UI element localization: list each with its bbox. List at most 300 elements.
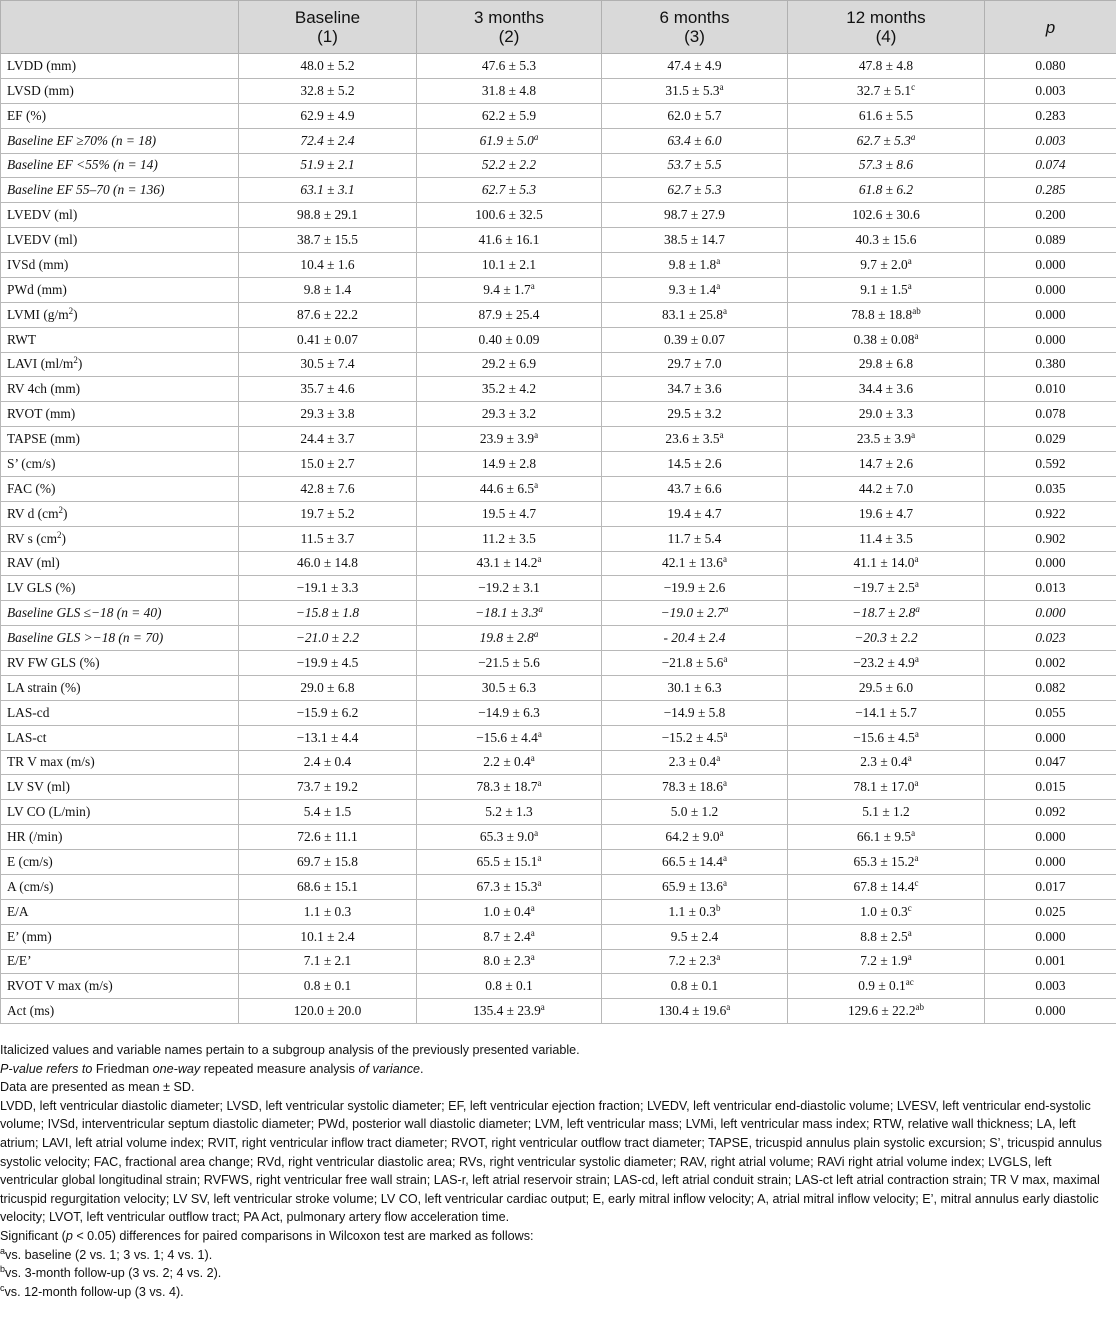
row-label-text: LVDD (mm) <box>7 57 77 73</box>
header-6-months-title: 6 months <box>659 8 730 27</box>
significance-mark: a <box>719 430 724 441</box>
row-label-end: ) <box>73 306 78 322</box>
cell-3-months <box>417 54 602 79</box>
cell-3-months <box>417 228 602 253</box>
cell-value: −19.2 ± 3.1 <box>478 580 540 596</box>
cell-value: −15.6 ± 4.4 <box>476 729 538 745</box>
row-label-text: Baseline EF <55% (n = 14) <box>7 157 158 173</box>
row-label-text: E (cm/s) <box>7 853 53 869</box>
cell-value: 135.4 ± 23.9 <box>473 1003 541 1019</box>
cell-value: 29.5 ± 6.0 <box>858 679 914 695</box>
header-p-value <box>985 1 1116 54</box>
cell-value: 38.5 ± 14.7 <box>664 232 725 248</box>
row-label-text: RV d (cm <box>7 505 59 521</box>
cell-3-months <box>417 899 602 924</box>
cell-baseline <box>239 277 417 302</box>
footnote-a <box>0 1246 1112 1265</box>
row-variable-label <box>1 825 239 850</box>
cell-value: 29.0 ± 6.8 <box>300 679 355 695</box>
table-row <box>1 750 1116 775</box>
cell-value: 62.9 ± 4.9 <box>300 107 355 123</box>
significance-mark: a <box>716 280 721 291</box>
row-label-text: LV SV (ml) <box>7 779 71 795</box>
significance-mark: a <box>530 753 535 764</box>
cell-3-months <box>417 302 602 327</box>
significance-mark: a <box>911 430 916 441</box>
table-row <box>1 775 1116 800</box>
row-label-text: FAC (%) <box>7 480 56 496</box>
cell-value: 68.6 ± 15.1 <box>297 878 358 894</box>
cell-value: 65.5 ± 15.1 <box>476 853 538 869</box>
cell-value: 65.3 ± 9.0 <box>479 829 535 845</box>
cell-p-value: 0.082 <box>985 675 1116 700</box>
cell-baseline <box>239 700 417 725</box>
cell-p-value: 0.080 <box>985 54 1116 79</box>
cell-3-months <box>417 800 602 825</box>
cell-baseline <box>239 253 417 278</box>
cell-12-months <box>788 352 985 377</box>
cell-6-months <box>602 850 788 875</box>
cell-baseline <box>239 874 417 899</box>
note-sig-b: < 0.05) differences for paired comparisons in Wilcoxon test are marked as follows: <box>72 1228 534 1243</box>
row-variable-label <box>1 452 239 477</box>
row-label-text: E’ (mm) <box>7 928 52 944</box>
cell-value: 8.0 ± 2.3 <box>483 953 531 969</box>
significance-mark: a <box>530 952 535 963</box>
cell-p-value: 0.074 <box>985 153 1116 178</box>
cell-value: 66.1 ± 9.5 <box>856 829 912 845</box>
row-label-text: LAS-ct <box>7 729 47 745</box>
cell-value: 47.4 ± 4.9 <box>667 57 722 73</box>
row-label-text: RVOT V max (m/s) <box>7 978 113 994</box>
row-label-text: TR V max (m/s) <box>7 754 95 770</box>
note-pvalue-a: P-value refers to <box>0 1061 93 1076</box>
cell-6-months <box>602 874 788 899</box>
table-row <box>1 253 1116 278</box>
cell-3-months <box>417 974 602 999</box>
cell-value: - 20.4 ± 2.4 <box>663 630 726 646</box>
cell-12-months <box>788 128 985 153</box>
significance-mark: a <box>537 728 542 739</box>
note-italic: Italicized values and variable names pertain to a subgroup analysis of the previously presented variable. <box>0 1043 580 1057</box>
cell-value: 1.0 ± 0.4 <box>483 903 531 919</box>
cell-p-value: 0.283 <box>985 103 1116 128</box>
row-variable-label <box>1 153 239 178</box>
cell-p-value: 0.003 <box>985 128 1116 153</box>
cell-6-months <box>602 526 788 551</box>
significance-mark: ab <box>915 1002 925 1013</box>
row-variable-label <box>1 750 239 775</box>
cell-12-months <box>788 601 985 626</box>
row-variable-label <box>1 700 239 725</box>
cell-baseline <box>239 750 417 775</box>
table-row <box>1 352 1116 377</box>
cell-6-months <box>602 626 788 651</box>
row-variable-label <box>1 128 239 153</box>
note-sig-a: Significant ( <box>0 1228 66 1243</box>
cell-baseline <box>239 501 417 526</box>
cell-value: −20.3 ± 2.2 <box>854 630 918 646</box>
cell-12-months <box>788 576 985 601</box>
cell-p-value: 0.047 <box>985 750 1116 775</box>
significance-mark: a <box>723 604 729 615</box>
cell-6-months <box>602 327 788 352</box>
cell-value: −19.9 ± 4.5 <box>296 654 359 670</box>
significance-mark: a <box>914 330 919 341</box>
cell-value: −13.1 ± 4.4 <box>296 729 359 745</box>
significance-mark: a <box>907 927 912 938</box>
cell-6-months <box>602 54 788 79</box>
significance-mark: a <box>722 305 727 316</box>
cell-value: 31.5 ± 5.3 <box>665 82 720 98</box>
cell-3-months <box>417 999 602 1024</box>
cell-value: 35.7 ± 4.6 <box>300 381 355 397</box>
cell-12-months <box>788 725 985 750</box>
cell-value: 10.4 ± 1.6 <box>300 256 355 272</box>
cell-6-months <box>602 999 788 1024</box>
cell-value: 34.4 ± 3.6 <box>858 381 914 397</box>
cell-baseline <box>239 78 417 103</box>
cell-value: 9.8 ± 1.4 <box>303 281 352 297</box>
cell-3-months <box>417 427 602 452</box>
table-row <box>1 924 1116 949</box>
significance-mark: a <box>530 927 535 938</box>
note-pvalue <box>0 1060 1112 1079</box>
cell-value: 9.3 ± 1.4 <box>668 281 717 297</box>
row-variable-label <box>1 402 239 427</box>
significance-mark: a <box>537 877 542 888</box>
cell-p-value: 0.285 <box>985 178 1116 203</box>
table-row <box>1 153 1116 178</box>
cell-baseline <box>239 551 417 576</box>
note-pvalue-c: one-way <box>152 1061 201 1076</box>
table-row <box>1 576 1116 601</box>
cell-6-months <box>602 153 788 178</box>
row-variable-label <box>1 601 239 626</box>
cell-p-value: 0.023 <box>985 626 1116 651</box>
row-variable-label <box>1 78 239 103</box>
cell-value: 87.6 ± 22.2 <box>297 306 358 322</box>
cell-value: 61.9 ± 5.0 <box>479 132 534 148</box>
cell-baseline <box>239 974 417 999</box>
row-variable-label <box>1 924 239 949</box>
table-row <box>1 277 1116 302</box>
cell-p-value: 0.000 <box>985 999 1116 1024</box>
cell-3-months <box>417 850 602 875</box>
cell-value: 9.7 ± 2.0 <box>860 256 908 272</box>
cell-value: 62.7 ± 5.3 <box>856 132 911 148</box>
cell-p-value: 0.055 <box>985 700 1116 725</box>
cell-value: −15.9 ± 6.2 <box>296 704 359 720</box>
cell-value: 11.4 ± 3.5 <box>859 530 913 546</box>
cell-6-months <box>602 178 788 203</box>
cell-value: 1.0 ± 0.3 <box>860 903 908 919</box>
cell-value: 69.7 ± 15.8 <box>297 853 358 869</box>
cell-value: 0.8 ± 0.1 <box>303 978 352 994</box>
row-label-end: ) <box>77 356 83 372</box>
cell-value: 78.3 ± 18.6 <box>662 779 723 795</box>
cell-6-months <box>602 899 788 924</box>
cell-value: 0.8 ± 0.1 <box>670 978 719 994</box>
cell-value: 43.1 ± 14.2 <box>476 555 538 571</box>
cell-6-months <box>602 924 788 949</box>
cell-value: −19.9 ± 2.6 <box>663 580 726 596</box>
cell-3-months <box>417 103 602 128</box>
cell-p-value: 0.029 <box>985 427 1116 452</box>
cell-value: 87.9 ± 25.4 <box>478 306 540 322</box>
cell-3-months <box>417 675 602 700</box>
row-label-text: Baseline GLS >−18 (n = 70) <box>7 630 164 646</box>
cell-baseline <box>239 526 417 551</box>
cell-value: 32.7 ± 5.1 <box>856 82 912 98</box>
row-variable-label <box>1 800 239 825</box>
cell-p-value: 0.092 <box>985 800 1116 825</box>
cell-value: 61.8 ± 6.2 <box>858 182 914 198</box>
table-row <box>1 825 1116 850</box>
cell-value: 10.1 ± 2.4 <box>300 928 355 944</box>
row-variable-label <box>1 103 239 128</box>
significance-mark: a <box>726 1002 731 1013</box>
row-variable-label <box>1 526 239 551</box>
cell-baseline <box>239 377 417 402</box>
cell-value: −18.7 ± 2.8 <box>852 605 916 621</box>
cell-12-months <box>788 700 985 725</box>
cell-12-months <box>788 327 985 352</box>
cell-value: 7.2 ± 1.9 <box>860 953 908 969</box>
cell-6-months <box>602 551 788 576</box>
cell-p-value: 0.592 <box>985 452 1116 477</box>
table-row <box>1 228 1116 253</box>
header-baseline-title: Baseline <box>294 8 361 27</box>
cell-12-months <box>788 526 985 551</box>
significance-mark: a <box>907 952 912 963</box>
cell-value: −18.1 ± 3.3 <box>475 605 539 621</box>
row-label-text: A (cm/s) <box>7 878 54 894</box>
significance-mark: a <box>723 653 728 664</box>
significance-mark: a <box>534 430 539 441</box>
table-row <box>1 651 1116 676</box>
cell-value: 19.4 ± 4.7 <box>667 505 722 521</box>
table-row <box>1 302 1116 327</box>
cell-p-value: 0.922 <box>985 501 1116 526</box>
row-variable-label <box>1 874 239 899</box>
cell-value: 9.5 ± 2.4 <box>670 928 719 944</box>
cell-value: 31.8 ± 4.8 <box>481 82 537 98</box>
cell-baseline <box>239 601 417 626</box>
row-variable-label <box>1 899 239 924</box>
cell-12-months <box>788 452 985 477</box>
cell-p-value: 0.002 <box>985 651 1116 676</box>
cell-12-months <box>788 302 985 327</box>
cell-value: 2.4 ± 0.4 <box>303 754 352 770</box>
cell-value: 29.3 ± 3.2 <box>481 406 537 422</box>
cell-value: 24.4 ± 3.7 <box>300 431 355 447</box>
cell-value: 63.4 ± 6.0 <box>667 132 722 148</box>
cell-6-months <box>602 452 788 477</box>
significance-mark: a <box>719 828 724 839</box>
cell-value: 102.6 ± 30.6 <box>852 207 920 223</box>
cell-value: 0.41 ± 0.07 <box>297 331 358 347</box>
note-pvalue-d: repeated measure analysis <box>203 1061 355 1076</box>
cell-value: 53.7 ± 5.5 <box>667 157 722 173</box>
row-label-text: RV s (cm <box>7 530 58 546</box>
cell-value: 0.40 ± 0.09 <box>478 331 540 347</box>
cell-p-value: 0.902 <box>985 526 1116 551</box>
header-6-months-index: (3) <box>684 27 705 46</box>
cell-p-value: 0.010 <box>985 377 1116 402</box>
cell-baseline <box>239 54 417 79</box>
cell-3-months <box>417 651 602 676</box>
cell-6-months <box>602 302 788 327</box>
row-variable-label <box>1 327 239 352</box>
cell-value: 83.1 ± 25.8 <box>662 306 723 322</box>
cell-3-months <box>417 178 602 203</box>
cell-p-value: 0.078 <box>985 402 1116 427</box>
row-label-text: Baseline EF 55–70 (n = 136) <box>7 182 165 198</box>
cell-6-months <box>602 377 788 402</box>
cell-value: 64.2 ± 9.0 <box>665 829 720 845</box>
cell-value: 67.8 ± 14.4 <box>853 878 915 894</box>
cell-baseline <box>239 128 417 153</box>
cell-value: 42.1 ± 13.6 <box>662 555 723 571</box>
note-pvalue-b: Friedman <box>95 1061 150 1076</box>
cell-value: 10.1 ± 2.1 <box>481 256 537 272</box>
cell-value: 30.5 ± 6.3 <box>481 679 537 695</box>
cell-p-value: 0.000 <box>985 825 1116 850</box>
significance-mark: a <box>538 604 543 615</box>
significance-mark: a <box>911 828 916 839</box>
cell-3-months <box>417 874 602 899</box>
cell-value: 51.9 ± 2.1 <box>300 157 355 173</box>
note-pvalue-f: . <box>420 1061 424 1076</box>
row-label-text: PWd (mm) <box>7 281 67 297</box>
cell-6-months <box>602 103 788 128</box>
note-pvalue-e: of variance <box>358 1061 421 1076</box>
footnote-c <box>0 1283 1112 1302</box>
cell-12-months <box>788 874 985 899</box>
cell-3-months <box>417 352 602 377</box>
cell-baseline <box>239 178 417 203</box>
row-label-text: HR (/min) <box>7 829 63 845</box>
row-variable-label <box>1 626 239 651</box>
cell-baseline <box>239 103 417 128</box>
row-label-text: IVSd (mm) <box>7 256 69 272</box>
footnote-b-text: vs. 3-month follow-up (3 vs. 2; 4 vs. 2). <box>5 1266 222 1281</box>
cell-3-months <box>417 551 602 576</box>
cell-12-months <box>788 850 985 875</box>
cell-value: 129.6 ± 22.2 <box>847 1003 916 1019</box>
table-row <box>1 601 1116 626</box>
cell-value: 35.2 ± 4.2 <box>481 381 537 397</box>
significance-mark: a <box>530 280 535 291</box>
significance-mark: a <box>537 852 542 863</box>
row-variable-label <box>1 253 239 278</box>
cell-3-months <box>417 128 602 153</box>
row-variable-label <box>1 228 239 253</box>
row-label-superscript: 2 <box>57 529 62 540</box>
cell-12-months <box>788 402 985 427</box>
cell-value: 72.4 ± 2.4 <box>300 132 355 148</box>
cell-value: 46.0 ± 14.8 <box>297 555 358 571</box>
cell-value: 62.7 ± 5.3 <box>667 182 722 198</box>
significance-mark: a <box>537 554 542 565</box>
header-12-months-index: (4) <box>875 27 897 46</box>
note-significance <box>0 1227 1112 1246</box>
cell-p-value: 0.200 <box>985 203 1116 228</box>
cell-value: 19.5 ± 4.7 <box>481 505 537 521</box>
cell-baseline <box>239 825 417 850</box>
cell-3-months <box>417 601 602 626</box>
significance-mark: a <box>914 653 919 664</box>
significance-mark: a <box>723 728 728 739</box>
header-3-months-title: 3 months <box>474 8 544 27</box>
significance-mark: a <box>907 255 912 266</box>
cell-value: 52.2 ± 2.2 <box>481 157 537 173</box>
row-label-text: Act (ms) <box>7 1003 55 1019</box>
row-label-text: RVOT (mm) <box>7 406 76 422</box>
row-label-text: LVEDV (ml) <box>7 232 78 248</box>
significance-mark: a <box>722 554 727 565</box>
cell-baseline <box>239 228 417 253</box>
row-label-text: LAS-cd <box>7 704 50 720</box>
significance-mark: a <box>534 479 539 490</box>
cell-6-months <box>602 128 788 153</box>
cell-p-value: 0.000 <box>985 302 1116 327</box>
cell-3-months <box>417 501 602 526</box>
cell-value: 41.1 ± 14.0 <box>853 555 915 571</box>
significance-mark: a <box>716 952 721 963</box>
cell-value: 11.2 ± 3.5 <box>482 530 536 546</box>
cell-value: 29.8 ± 6.8 <box>858 356 914 372</box>
row-variable-label <box>1 377 239 402</box>
table-row <box>1 452 1116 477</box>
significance-mark: a <box>537 778 542 789</box>
cell-3-months <box>417 203 602 228</box>
header-3-months <box>417 1 602 54</box>
cell-value: 66.5 ± 14.4 <box>662 853 723 869</box>
cell-value: 29.2 ± 6.9 <box>481 356 537 372</box>
header-row <box>1 1 1116 54</box>
cell-value: 7.2 ± 2.3 <box>668 953 717 969</box>
cell-3-months <box>417 327 602 352</box>
cell-value: 44.2 ± 7.0 <box>858 480 914 496</box>
cell-6-months <box>602 825 788 850</box>
cell-p-value: 0.003 <box>985 974 1116 999</box>
cell-value: 98.7 ± 27.9 <box>664 207 725 223</box>
significance-mark: c <box>911 81 916 92</box>
cell-3-months <box>417 526 602 551</box>
significance-mark: a <box>719 81 724 92</box>
row-label-text: LV GLS (%) <box>7 580 76 596</box>
cell-value: 29.7 ± 7.0 <box>667 356 722 372</box>
cell-value: 2.3 ± 0.4 <box>668 754 717 770</box>
cell-6-months <box>602 775 788 800</box>
cell-3-months <box>417 626 602 651</box>
cell-p-value: 0.000 <box>985 601 1116 626</box>
significance-mark: a <box>915 604 920 615</box>
cell-12-months <box>788 800 985 825</box>
significance-mark: c <box>907 902 912 913</box>
cell-value: 23.9 ± 3.9 <box>479 431 535 447</box>
cell-value: 62.2 ± 5.9 <box>481 107 537 123</box>
row-label-text: RWT <box>7 331 37 347</box>
cell-6-months <box>602 78 788 103</box>
cell-value: 41.6 ± 16.1 <box>478 232 540 248</box>
cell-3-months <box>417 725 602 750</box>
significance-mark: a <box>914 778 919 789</box>
table-row <box>1 402 1116 427</box>
row-label-text: LA strain (%) <box>7 679 81 695</box>
